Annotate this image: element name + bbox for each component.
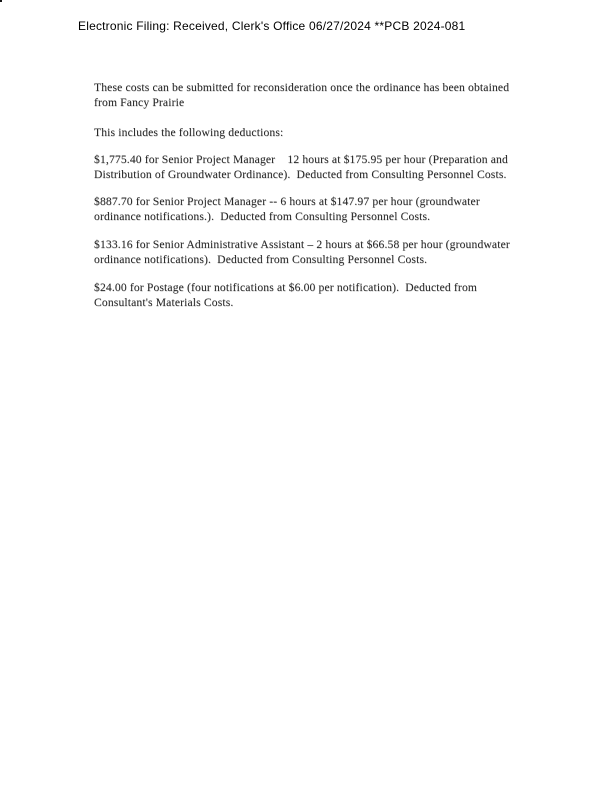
text-line: $1,775.40 for Senior Project Manager 12 hours at $175.95 per hour (Preparation and bbox=[94, 153, 508, 166]
text-line: ordinance notifications.). Deducted from Consulting Personnel Costs. bbox=[94, 210, 431, 223]
text-line: $133.16 for Senior Administrative Assistant – 2 hours at $66.58 per hour (groundwater bbox=[94, 238, 510, 251]
paragraph-deduction-admin-assistant bbox=[94, 237, 544, 267]
text-line: Distribution of Groundwater Ordinance). Deducted from Consulting Personnel Costs. bbox=[94, 168, 507, 181]
paragraph-deduction-postage bbox=[94, 280, 544, 310]
text-line: $24.00 for Postage (four notifications at $6.00 per notification). Deducted from bbox=[94, 281, 478, 294]
paragraph-deduction-senior-pm-12h bbox=[94, 152, 544, 182]
text-line: These costs can be submitted for reconsideration once the ordinance has been obtained bbox=[94, 81, 510, 94]
electronic-filing-stamp: Electronic Filing: Received, Clerk's Office 06/27/2024 **PCB 2024-081 bbox=[78, 19, 466, 33]
text-line: $887.70 for Senior Project Manager -- 6 hours at $147.97 per hour (groundwater bbox=[94, 195, 480, 208]
paragraph-deductions-lead bbox=[94, 125, 544, 140]
text-line: This includes the following deductions: bbox=[94, 126, 284, 139]
text-line: Consultant's Materials Costs. bbox=[94, 296, 234, 309]
paragraph-deduction-senior-pm-6h bbox=[94, 194, 544, 224]
text-line: from Fancy Prairie bbox=[94, 96, 185, 109]
paragraph-intro bbox=[94, 80, 544, 110]
text-line: ordinance notifications). Deducted from Consulting Personnel Costs. bbox=[94, 253, 428, 266]
